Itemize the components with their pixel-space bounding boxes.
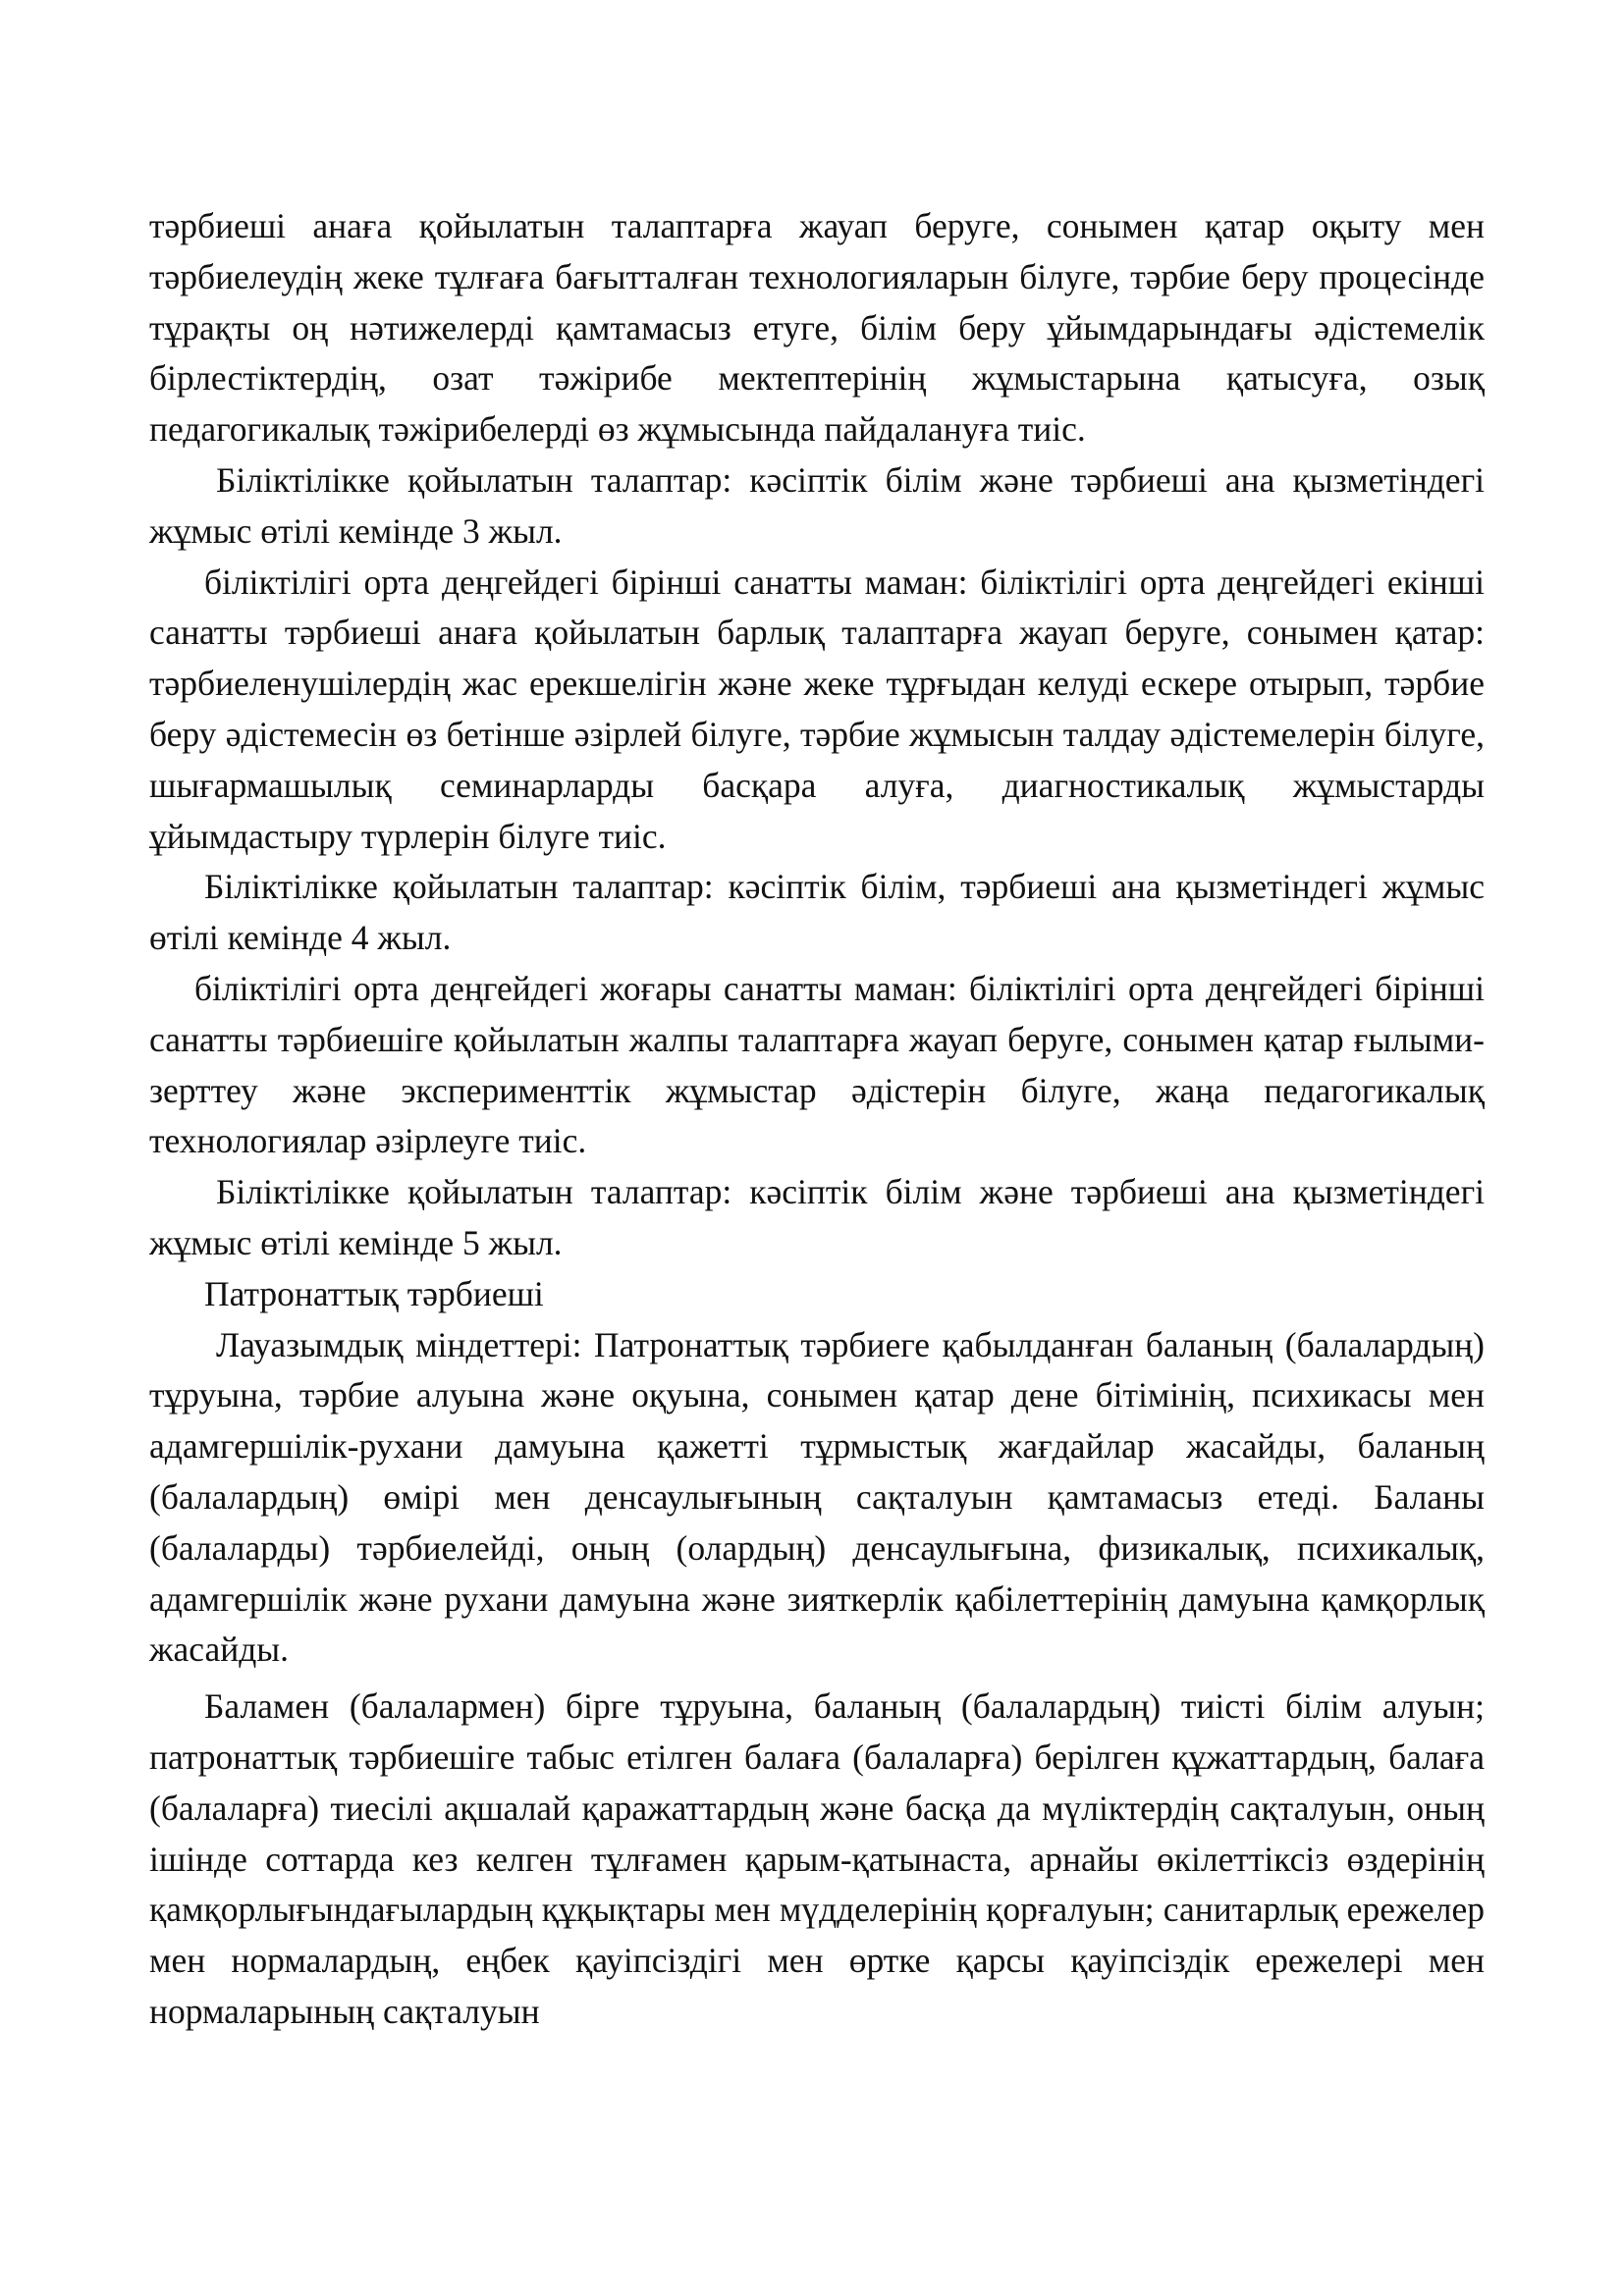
section-heading-foster-educator: Патронаттық тәрбиеші	[204, 1273, 544, 1313]
paragraph-teacher-mother-requirements: тәрбиеші анаға қойылатын талаптарға жауап беруге, сонымен қатар оқыту мен тәрбиелеудің жеке тұлғаға бағытталған технологияларын білуге, тәрбие беру процесінде тұрақты оң нәтижелерді қамтамасыз етуге, білім беру ұйымдарындағы әдістемелік бірлестіктердің, озат тәжірибе мектептерінің жұмыстарына қатысуға, озық педагогикалық тәжірибелерді өз жұмысында пайдалануға тиіс.	[149, 206, 1485, 450]
paragraph-higher-category-specialist: біліктілігі орта деңгейдегі жоғары санатты маман: біліктілігі орта деңгейдегі бірінші санатты тәрбиешіге қойылатын жалпы талаптарға жауап беруге, сонымен қатар ғылыми-зерттеу және эксперименттік жұмыстар әдістерін білуге, жаңа педагогикалық технологиялар әзірлеуге тиіс.	[149, 968, 1485, 1161]
paragraph-qualification-5-years: Біліктілікке қойылатын талаптар: кәсіптік білім және тәрбиеші ана қызметіндегі жұмыс өтілі кемінде 5 жыл.	[149, 1172, 1485, 1262]
paragraph-job-duties: Лауазымдық міндеттері: Патронаттық тәрбиеге қабылданған баланың (балалардың) тұруына, тәрбие алуына және оқуына, сонымен қатар дене бітімінің, психикасы мен адамгершілік-рухани дамуына қажетті тұрмыстық жағдайлар жасайды, баланың (балалардың) өмірі мен денсаулығының сақталуын қамтамасыз етеді. Баланы (балаларды) тәрбиелейді, оның (олардың) денсаулығына, физикалық, психикалық, адамгершілік және рухани дамуына және зияткерлік қабілеттерінің дамуына қамқорлық жасайды.	[149, 1324, 1485, 1670]
paragraph-child-living-duties: Баламен (балалармен) бірге тұруына, баланың (балалардың) тиісті білім алуын; патронаттық тәрбиешіге табыс етілген балаға (балаларға) берілген құжаттардың, балаға (балаларға) тиесілі ақшалай қаражаттардың және басқа да мүліктердің сақталуын, оның ішінде соттарда кез келген тұлғамен қарым-қатынаста, арнайы өкілеттіксіз өздерінің қамқорлығындағылардың құқықтары мен мүдделерінің қорғалуын; санитарлық ережелер мен нормалардың, еңбек қауіпсіздігі мен өртке қарсы қауіпсіздік ережелері мен нормаларының сақталуын	[149, 1686, 1485, 2031]
document-page	[149, 201, 1485, 2038]
paragraph-qualification-3-years: Біліктілікке қойылатын талаптар: кәсіптік білім және тәрбиеші ана қызметіндегі жұмыс өтілі кемінде 3 жыл.	[149, 459, 1485, 551]
paragraph-qualification-4-years: Біліктілікке қойылатын талаптар: кәсіптік білім, тәрбиеші ана қызметіндегі жұмыс өтілі кемінде 4 жыл.	[149, 867, 1485, 958]
paragraph-first-category-specialist: біліктілігі орта деңгейдегі бірінші санатты маман: біліктілігі орта деңгейдегі екінші санатты тәрбиеші анаға қойылатын барлық талаптарға жауап беруге, сонымен қатар: тәрбиеленушілердің жас ерекшелігін және жеке тұрғыдан келуді ескере отырып, тәрбие беру әдістемесін өз бетінше әзірлей білуге, тәрбие жұмысын талдау әдістемелерін білуге, шығармашылық семинарларды басқара алуға, диагностикалық жұмыстарды ұйымдастыру түрлерін білуге тиіс.	[149, 561, 1485, 856]
